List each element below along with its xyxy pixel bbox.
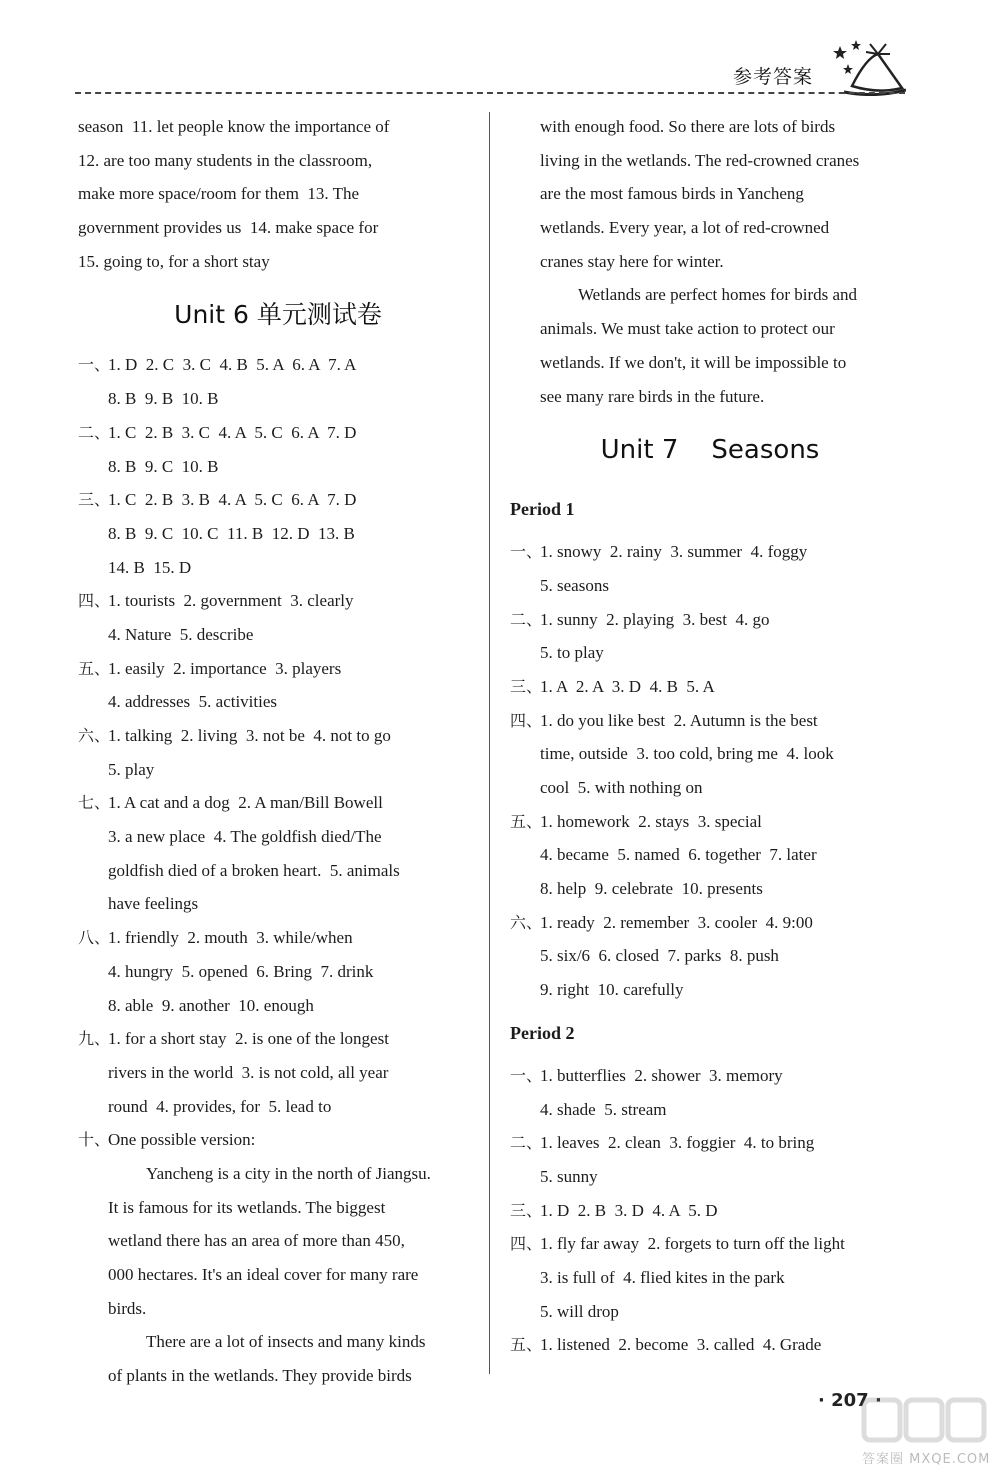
answer-section: 五、1. listened 2. become 3. called 4. Grade bbox=[510, 1328, 910, 1362]
unit6-heading: Unit 6 单元测试卷 bbox=[174, 300, 382, 330]
header-divider bbox=[75, 92, 905, 94]
page-header bbox=[0, 0, 1000, 100]
essay-line: are the most famous birds in Yancheng bbox=[540, 184, 804, 204]
section-mark: 二、 bbox=[510, 609, 543, 629]
answer-section: 七、1. A cat and a dog 2. A man/Bill Bowell bbox=[78, 786, 478, 820]
essay-line: living in the wetlands. The red-crowned cranes bbox=[540, 150, 860, 170]
text-line: 12. are too many students in the classroom, bbox=[78, 150, 373, 170]
essay-line: animals. We must take action to protect our bbox=[540, 319, 835, 339]
section-mark: 六、 bbox=[78, 726, 111, 745]
header-title: 参考答案 bbox=[733, 66, 814, 88]
answer-section: 四、1. tourists 2. government 3. clearly bbox=[78, 584, 478, 618]
text-line: cool 5. with nothing on bbox=[540, 778, 703, 797]
essay-line: It is famous for its wetlands. The biggest bbox=[108, 1197, 386, 1217]
section-mark: 八、 bbox=[78, 928, 111, 948]
essay-line: of plants in the wetlands. They provide birds bbox=[108, 1366, 412, 1386]
text-line: 8. able 9. another 10. enough bbox=[108, 995, 314, 1015]
answer-section: 二、1. sunny 2. playing 3. best 4. go bbox=[510, 603, 910, 637]
left-column bbox=[78, 110, 478, 1393]
answer-section: 一、1. butterflies 2. shower 3. memory bbox=[510, 1059, 910, 1093]
text-line: 4. shade 5. stream bbox=[540, 1099, 667, 1119]
answer-section: 五、1. easily 2. importance 3. players bbox=[78, 652, 478, 686]
essay-line: cranes stay here for winter. bbox=[540, 251, 724, 271]
essay-line: wetlands. Every year, a lot of red-crowned bbox=[540, 218, 830, 238]
essay-line: see many rare birds in the future. bbox=[540, 386, 765, 406]
text-line: season 11. let people know the importance of bbox=[78, 117, 390, 136]
answer-section: 二、1. C 2. B 3. C 4. A 5. C 6. A 7. D bbox=[78, 416, 478, 450]
section-mark: 四、 bbox=[510, 1234, 543, 1254]
section-mark: 三、 bbox=[510, 1200, 543, 1220]
page-number: · 207 · bbox=[818, 1390, 882, 1411]
period1-heading: Period 1 bbox=[510, 499, 575, 520]
essay-line: wetland there has an area of more than 450, bbox=[108, 1231, 405, 1251]
text-line: 4. became 5. named 6. together 7. later bbox=[540, 845, 817, 865]
section-mark: 二、 bbox=[510, 1133, 543, 1153]
section-mark: 五、 bbox=[510, 1335, 543, 1355]
section-mark: 一、 bbox=[510, 542, 543, 562]
text-line: 9. right 10. carefully bbox=[540, 980, 684, 1000]
text-line: 8. B 9. C 10. C 11. B 12. D 13. B bbox=[108, 523, 355, 543]
text-line: rivers in the world 3. is not cold, all year bbox=[108, 1062, 389, 1082]
text-line: government provides us 14. make space for bbox=[78, 218, 379, 238]
text-line: 5. will drop bbox=[540, 1301, 619, 1321]
answer-section: 三、1. A 2. A 3. D 4. B 5. A bbox=[510, 670, 910, 704]
period2-heading: Period 2 bbox=[510, 1022, 575, 1043]
text-line: 3. is full of 4. flied kites in the park bbox=[540, 1267, 785, 1287]
text-line: 5. to play bbox=[540, 643, 604, 663]
text-line: 5. seasons bbox=[540, 575, 609, 595]
section-mark: 六、 bbox=[510, 912, 543, 932]
answer-section: 四、1. fly far away 2. forgets to turn off the light bbox=[510, 1227, 910, 1261]
answer-section: 九、1. for a short stay 2. is one of the longest bbox=[78, 1022, 478, 1056]
text-line: 4. addresses 5. activities bbox=[108, 692, 278, 712]
answer-section: 三、1. C 2. B 3. B 4. A 5. C 6. A 7. D bbox=[78, 483, 478, 517]
section-mark: 五、 bbox=[78, 658, 111, 678]
watermark-text: 答案圈 MXQE.COM bbox=[862, 1452, 991, 1467]
answer-section: 六、1. talking 2. living 3. not be 4. not to go bbox=[78, 719, 478, 753]
section-mark: 三、 bbox=[510, 676, 543, 696]
answer-section: 二、1. leaves 2. clean 3. foggier 4. to bring bbox=[510, 1126, 910, 1160]
section-mark: 十、 bbox=[78, 1130, 111, 1150]
section-mark: 三、 bbox=[78, 490, 111, 510]
essay-line: with enough food. So there are lots of birds bbox=[540, 117, 836, 136]
section-mark: 四、 bbox=[78, 591, 111, 611]
text-line: 5. sunny bbox=[540, 1166, 598, 1186]
text-line: 8. B 9. B 10. B bbox=[108, 389, 219, 409]
section-mark: 四、 bbox=[510, 710, 543, 730]
answer-section: 十、One possible version: bbox=[78, 1123, 478, 1157]
essay-line: Yancheng is a city in the north of Jiangsu. bbox=[146, 1163, 431, 1183]
text-line: time, outside 3. too cold, bring me 4. look bbox=[540, 744, 834, 764]
text-line: 15. going to, for a short stay bbox=[78, 251, 270, 271]
text-line: have feelings bbox=[108, 894, 199, 914]
essay-line: wetlands. If we don't, it will be impossible to bbox=[540, 352, 847, 372]
answer-section: 六、1. ready 2. remember 3. cooler 4. 9:00 bbox=[510, 906, 910, 940]
right-column bbox=[510, 110, 910, 1362]
section-mark: 一、 bbox=[510, 1065, 543, 1085]
text-line: 8. B 9. C 10. B bbox=[108, 456, 219, 476]
unit7-heading: Unit 7 Seasons bbox=[600, 435, 820, 466]
answer-section: 四、1. do you like best 2. Autumn is the best bbox=[510, 704, 910, 738]
answer-section: 五、1. homework 2. stays 3. special bbox=[510, 805, 910, 839]
section-mark: 一、 bbox=[78, 355, 111, 375]
essay-line: birds. bbox=[108, 1298, 147, 1318]
answer-section: 三、1. D 2. B 3. D 4. A 5. D bbox=[510, 1194, 910, 1228]
answer-section: 一、1. D 2. C 3. C 4. B 5. A 6. A 7. A bbox=[78, 348, 478, 382]
text-line: goldfish died of a broken heart. 5. animals bbox=[108, 860, 400, 880]
section-mark: 五、 bbox=[510, 811, 543, 831]
text-line: round 4. provides, for 5. lead to bbox=[108, 1096, 332, 1116]
section-mark: 七、 bbox=[78, 793, 111, 813]
text-line: 4. hungry 5. opened 6. Bring 7. drink bbox=[108, 961, 374, 981]
text-line: 14. B 15. D bbox=[108, 557, 192, 577]
essay-line: Wetlands are perfect homes for birds and bbox=[578, 285, 858, 305]
answer-section: 一、1. snowy 2. rainy 3. summer 4. foggy bbox=[510, 535, 910, 569]
text-line: make more space/room for them 13. The bbox=[78, 184, 360, 204]
text-line: 4. Nature 5. describe bbox=[108, 624, 254, 644]
text-line: 3. a new place 4. The goldfish died/The bbox=[108, 827, 382, 847]
section-mark: 九、 bbox=[78, 1029, 111, 1049]
text-line: 8. help 9. celebrate 10. presents bbox=[540, 879, 763, 899]
column-divider bbox=[489, 112, 490, 1374]
section-mark: 二、 bbox=[78, 422, 111, 442]
wizard-hat-icon bbox=[826, 38, 906, 96]
text-line: 5. play bbox=[108, 759, 155, 779]
answer-section: 八、1. friendly 2. mouth 3. while/when bbox=[78, 921, 478, 955]
essay-line: 000 hectares. It's an ideal cover for many rare bbox=[108, 1265, 419, 1284]
essay-line: There are a lot of insects and many kinds bbox=[146, 1332, 426, 1352]
text-line: 5. six/6 6. closed 7. parks 8. push bbox=[540, 946, 779, 966]
